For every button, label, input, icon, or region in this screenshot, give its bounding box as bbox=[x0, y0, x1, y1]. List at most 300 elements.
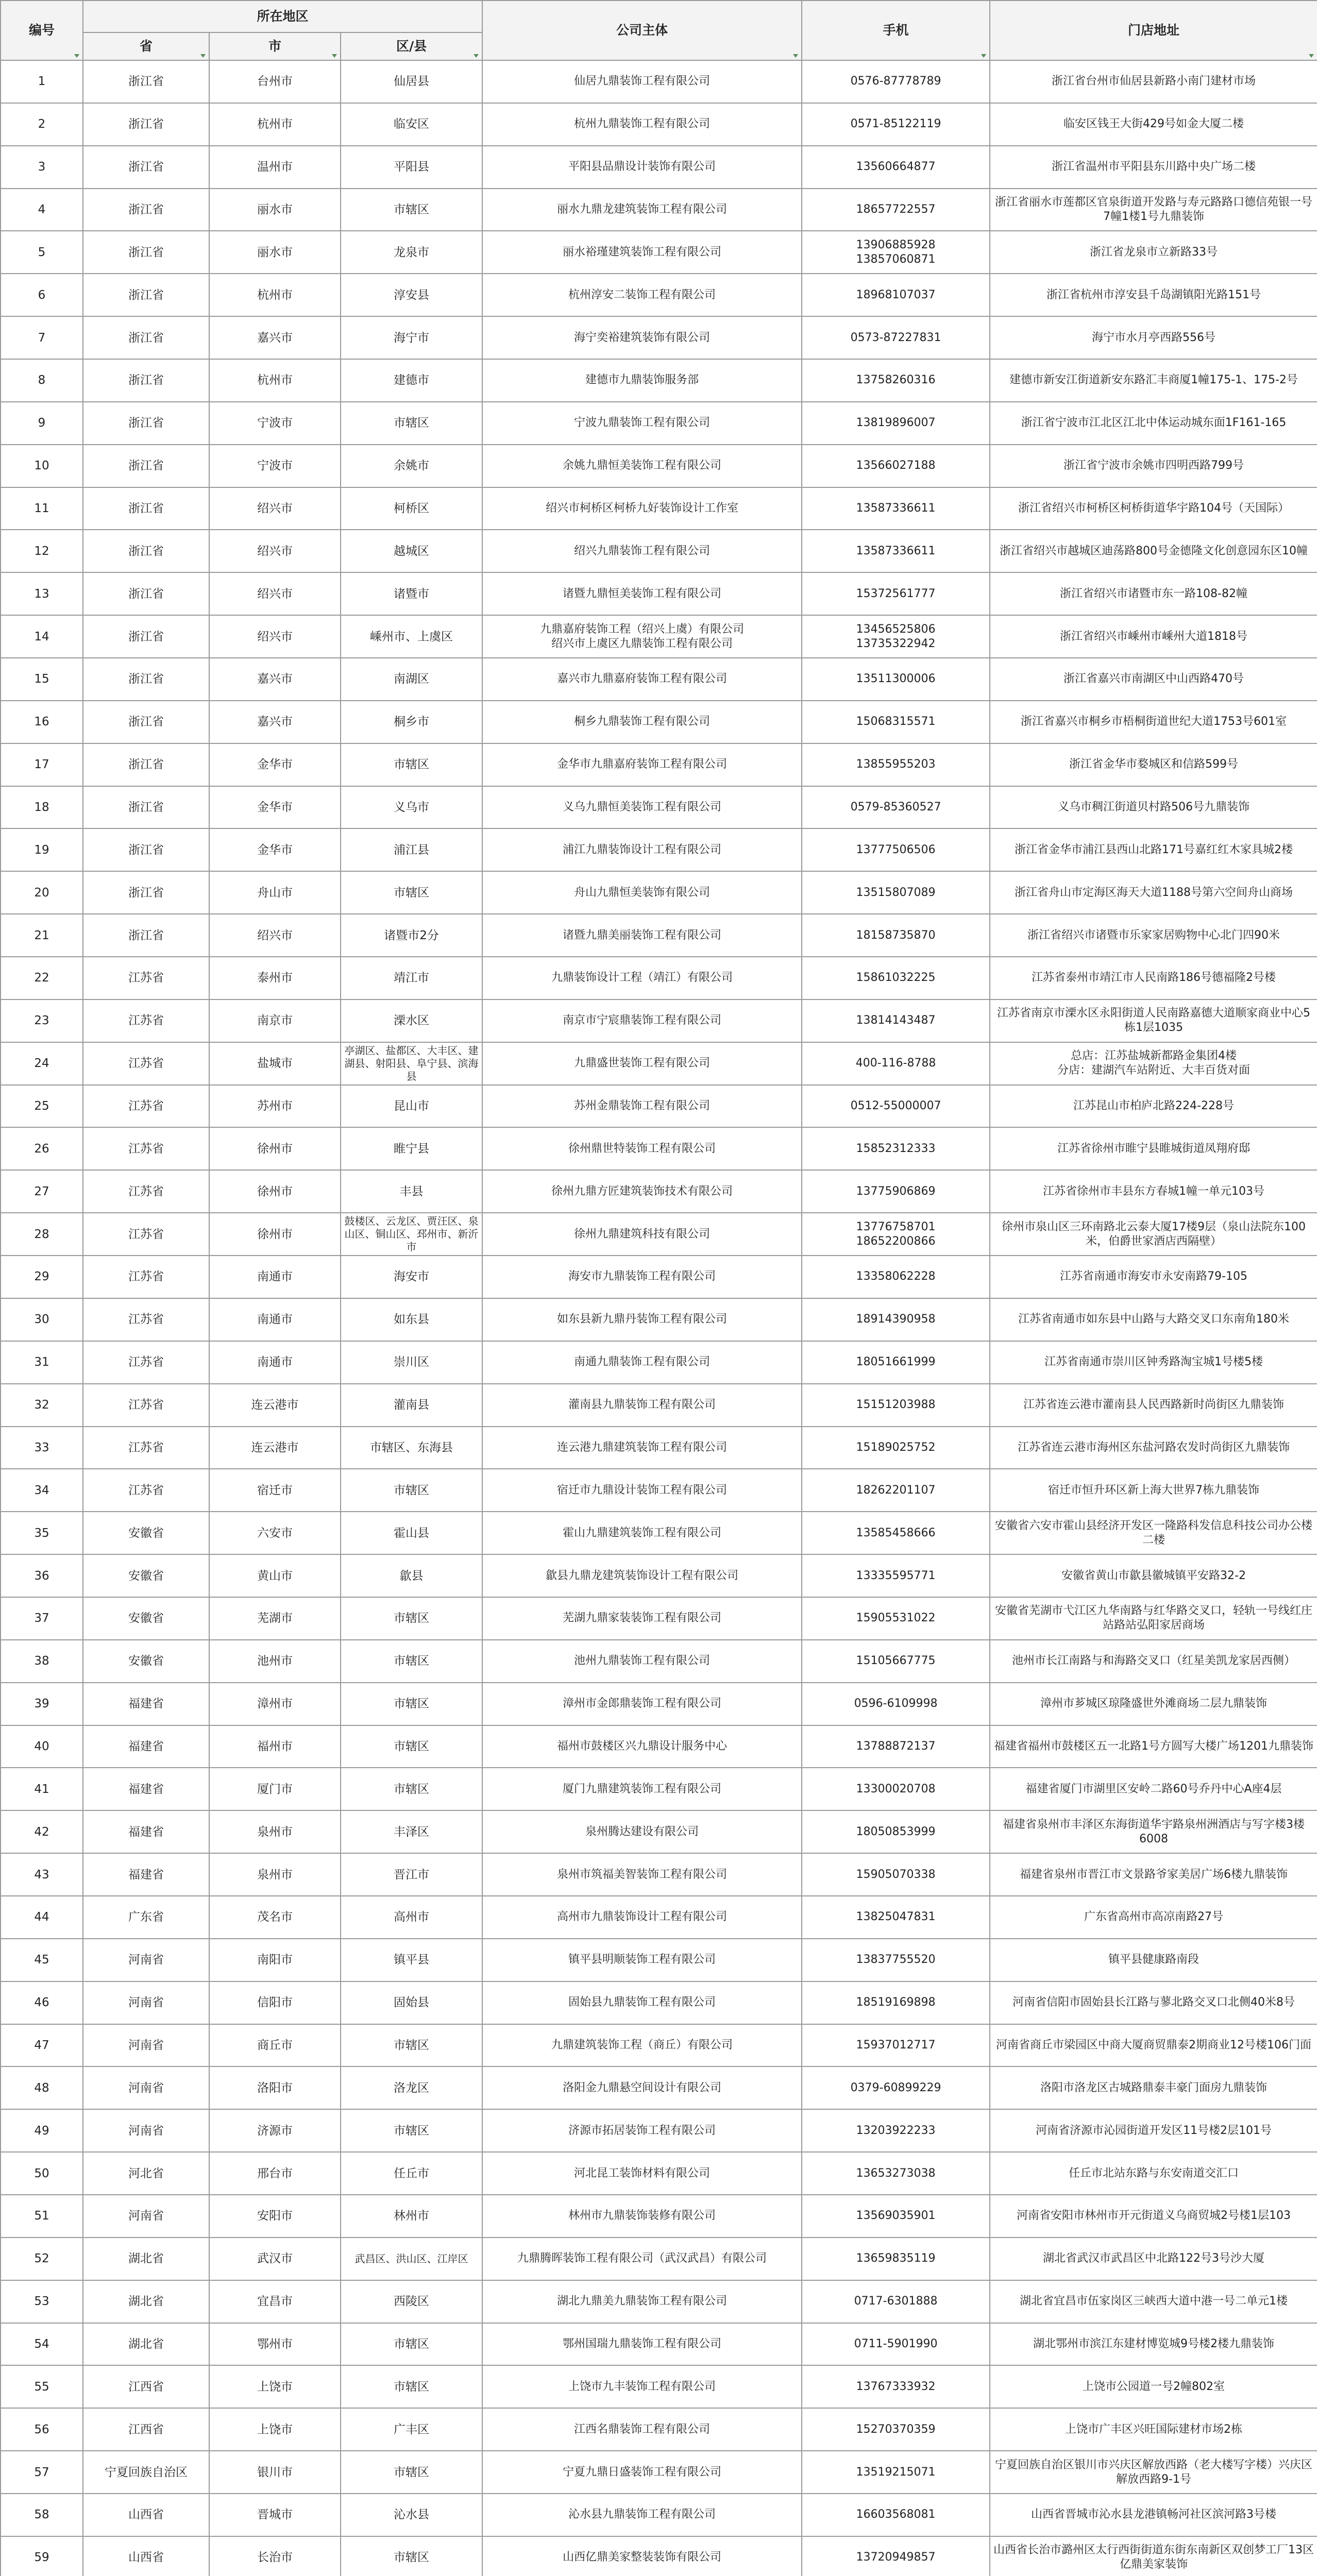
cell-company[interactable]: 九鼎建筑装饰工程（商丘）有限公司 bbox=[482, 2024, 802, 2067]
cell-company[interactable]: 泉州市筑福美智装饰工程有限公司 bbox=[482, 1853, 802, 1896]
cell-city[interactable]: 绍兴市 bbox=[209, 530, 341, 572]
cell-phone[interactable]: 13814143487 bbox=[802, 999, 990, 1042]
cell-address[interactable]: 江苏省连云港市灌南县人民西路新时尚街区九鼎装饰 bbox=[990, 1384, 1317, 1427]
cell-address[interactable]: 任丘市北站东路与东安南道交汇口 bbox=[990, 2152, 1317, 2195]
cell-company[interactable]: 绍兴市柯桥区柯桥九好装饰设计工作室 bbox=[482, 487, 802, 530]
cell-company[interactable]: 池州九鼎装饰工程有限公司 bbox=[482, 1640, 802, 1683]
cell-address[interactable]: 河南省济源市沁园街道开发区11号楼2层101号 bbox=[990, 2109, 1317, 2152]
cell-address[interactable]: 浙江省绍兴市嵊州市嵊州大道1818号 bbox=[990, 615, 1317, 658]
cell-district[interactable]: 林州市 bbox=[341, 2195, 482, 2238]
cell-province[interactable]: 江苏省 bbox=[83, 1042, 209, 1085]
cell-district[interactable]: 西陵区 bbox=[341, 2280, 482, 2323]
cell-company[interactable]: 建德市九鼎装饰服务部 bbox=[482, 359, 802, 402]
cell-address[interactable]: 浙江省绍兴市柯桥区柯桥街道华宇路104号（天国际） bbox=[990, 487, 1317, 530]
cell-district[interactable]: 沁水县 bbox=[341, 2494, 482, 2536]
cell-no[interactable]: 31 bbox=[1, 1341, 83, 1384]
cell-address[interactable]: 浙江省宁波市余姚市四明西路799号 bbox=[990, 445, 1317, 487]
cell-city[interactable]: 杭州市 bbox=[209, 103, 341, 146]
cell-province[interactable]: 浙江省 bbox=[83, 743, 209, 786]
cell-province[interactable]: 江苏省 bbox=[83, 957, 209, 999]
cell-company[interactable]: 连云港九鼎建筑装饰工程有限公司 bbox=[482, 1427, 802, 1469]
cell-phone[interactable]: 13819896007 bbox=[802, 402, 990, 445]
cell-district[interactable]: 临安区 bbox=[341, 103, 482, 146]
cell-company[interactable]: 徐州鼎世特装饰工程有限公司 bbox=[482, 1127, 802, 1170]
cell-province[interactable]: 浙江省 bbox=[83, 103, 209, 146]
cell-address[interactable]: 临安区钱王大街429号如金大厦二楼 bbox=[990, 103, 1317, 146]
cell-city[interactable]: 芜湖市 bbox=[209, 1597, 341, 1640]
filter-arrow-icon[interactable] bbox=[1309, 54, 1314, 58]
cell-address[interactable]: 浙江省绍兴市越城区迪荡路800号金德隆文化创意园东区10幢 bbox=[990, 530, 1317, 572]
cell-no[interactable]: 25 bbox=[1, 1085, 83, 1128]
cell-company[interactable]: 宁波九鼎装饰工程有限公司 bbox=[482, 402, 802, 445]
cell-company[interactable]: 九鼎腾晖装饰工程有限公司（武汉武昌）有限公司 bbox=[482, 2238, 802, 2280]
cell-phone[interactable]: 0576-87778789 bbox=[802, 60, 990, 103]
cell-district[interactable]: 市辖区 bbox=[341, 1597, 482, 1640]
cell-city[interactable]: 信阳市 bbox=[209, 1981, 341, 2024]
cell-phone[interactable]: 13855955203 bbox=[802, 743, 990, 786]
cell-province[interactable]: 浙江省 bbox=[83, 231, 209, 274]
cell-company[interactable]: 芜湖九鼎家装装饰工程有限公司 bbox=[482, 1597, 802, 1640]
cell-province[interactable]: 安徽省 bbox=[83, 1554, 209, 1597]
cell-no[interactable]: 23 bbox=[1, 999, 83, 1042]
cell-phone[interactable]: 13569035901 bbox=[802, 2195, 990, 2238]
cell-address[interactable]: 上饶市广丰区兴旺国际建材市场2栋 bbox=[990, 2408, 1317, 2451]
cell-city[interactable]: 徐州市 bbox=[209, 1170, 341, 1213]
cell-company[interactable]: 灌南县九鼎装饰工程有限公司 bbox=[482, 1384, 802, 1427]
cell-company[interactable]: 杭州九鼎装饰工程有限公司 bbox=[482, 103, 802, 146]
cell-province[interactable]: 浙江省 bbox=[83, 572, 209, 615]
cell-phone[interactable]: 13653273038 bbox=[802, 2152, 990, 2195]
cell-phone[interactable]: 13300020708 bbox=[802, 1768, 990, 1810]
cell-address[interactable]: 山西省晋城市沁水县龙港镇畅河社区滨河路3号楼 bbox=[990, 2494, 1317, 2536]
cell-no[interactable]: 20 bbox=[1, 871, 83, 914]
cell-province[interactable]: 河南省 bbox=[83, 1981, 209, 2024]
cell-company[interactable]: 丽水九鼎龙建筑装饰工程有限公司 bbox=[482, 189, 802, 231]
cell-district[interactable]: 市辖区 bbox=[341, 743, 482, 786]
cell-no[interactable]: 49 bbox=[1, 2109, 83, 2152]
header-city[interactable]: 市 bbox=[209, 32, 341, 60]
cell-no[interactable]: 6 bbox=[1, 274, 83, 316]
cell-phone[interactable]: 18968107037 bbox=[802, 274, 990, 316]
cell-address[interactable]: 江苏省南通市如东县中山路与大路交叉口东南角180米 bbox=[990, 1298, 1317, 1341]
cell-no[interactable]: 56 bbox=[1, 2408, 83, 2451]
cell-city[interactable]: 绍兴市 bbox=[209, 914, 341, 957]
cell-phone[interactable]: 18050853999 bbox=[802, 1810, 990, 1853]
cell-phone[interactable]: 0579-85360527 bbox=[802, 786, 990, 829]
cell-address[interactable]: 江苏昆山市柏庐北路224-228号 bbox=[990, 1085, 1317, 1128]
cell-district[interactable]: 市辖区 bbox=[341, 2451, 482, 2494]
cell-no[interactable]: 17 bbox=[1, 743, 83, 786]
cell-phone[interactable]: 13906885928 13857060871 bbox=[802, 231, 990, 274]
cell-district[interactable]: 淳安县 bbox=[341, 274, 482, 316]
cell-city[interactable]: 绍兴市 bbox=[209, 615, 341, 658]
cell-no[interactable]: 22 bbox=[1, 957, 83, 999]
cell-address[interactable]: 浙江省金华市婺城区和信路599号 bbox=[990, 743, 1317, 786]
cell-city[interactable]: 嘉兴市 bbox=[209, 316, 341, 359]
cell-phone[interactable]: 13776758701 18652200866 bbox=[802, 1213, 990, 1256]
cell-company[interactable]: 河北昆工装饰材料有限公司 bbox=[482, 2152, 802, 2195]
cell-address[interactable]: 浙江省宁波市江北区江北中体运动城东面1F161-165 bbox=[990, 402, 1317, 445]
cell-province[interactable]: 江苏省 bbox=[83, 1085, 209, 1128]
cell-district[interactable]: 睢宁县 bbox=[341, 1127, 482, 1170]
cell-no[interactable]: 58 bbox=[1, 2494, 83, 2536]
cell-city[interactable]: 长治市 bbox=[209, 2536, 341, 2576]
cell-no[interactable]: 54 bbox=[1, 2323, 83, 2366]
cell-city[interactable]: 武汉市 bbox=[209, 2238, 341, 2280]
cell-address[interactable]: 宁夏回族自治区银川市兴庆区解放西路（老大楼写字楼）兴庆区解放西路9-1号 bbox=[990, 2451, 1317, 2494]
cell-district[interactable]: 昆山市 bbox=[341, 1085, 482, 1128]
cell-no[interactable]: 44 bbox=[1, 1896, 83, 1939]
cell-city[interactable]: 嘉兴市 bbox=[209, 658, 341, 701]
cell-district[interactable]: 靖江市 bbox=[341, 957, 482, 999]
cell-company[interactable]: 山西亿鼎美家整装装饰有限公司 bbox=[482, 2536, 802, 2576]
cell-district[interactable]: 市辖区 bbox=[341, 1640, 482, 1683]
cell-no[interactable]: 13 bbox=[1, 572, 83, 615]
cell-no[interactable]: 14 bbox=[1, 615, 83, 658]
cell-company[interactable]: 高州市九鼎装饰设计工程有限公司 bbox=[482, 1896, 802, 1939]
cell-district[interactable]: 市辖区 bbox=[341, 2024, 482, 2067]
cell-province[interactable]: 安徽省 bbox=[83, 1597, 209, 1640]
cell-city[interactable]: 南京市 bbox=[209, 999, 341, 1042]
cell-phone[interactable]: 13560664877 bbox=[802, 146, 990, 189]
cell-district[interactable]: 南湖区 bbox=[341, 658, 482, 701]
cell-phone[interactable]: 13585458666 bbox=[802, 1512, 990, 1554]
cell-province[interactable]: 福建省 bbox=[83, 1768, 209, 1810]
cell-phone[interactable]: 15270370359 bbox=[802, 2408, 990, 2451]
cell-province[interactable]: 浙江省 bbox=[83, 316, 209, 359]
cell-city[interactable]: 温州市 bbox=[209, 146, 341, 189]
cell-no[interactable]: 59 bbox=[1, 2536, 83, 2576]
cell-city[interactable]: 宿迁市 bbox=[209, 1469, 341, 1512]
cell-company[interactable]: 固始县九鼎装饰工程有限公司 bbox=[482, 1981, 802, 2024]
cell-district[interactable]: 诸暨市2分 bbox=[341, 914, 482, 957]
cell-city[interactable]: 泉州市 bbox=[209, 1810, 341, 1853]
cell-company[interactable]: 义乌九鼎恒美装饰工程有限公司 bbox=[482, 786, 802, 829]
cell-province[interactable]: 福建省 bbox=[83, 1683, 209, 1725]
cell-no[interactable]: 52 bbox=[1, 2238, 83, 2280]
cell-district[interactable]: 余姚市 bbox=[341, 445, 482, 487]
cell-province[interactable]: 浙江省 bbox=[83, 146, 209, 189]
cell-district[interactable]: 市辖区 bbox=[341, 1683, 482, 1725]
cell-no[interactable]: 1 bbox=[1, 60, 83, 103]
cell-district[interactable]: 市辖区、东海县 bbox=[341, 1427, 482, 1469]
cell-no[interactable]: 19 bbox=[1, 828, 83, 871]
cell-city[interactable]: 晋城市 bbox=[209, 2494, 341, 2536]
cell-province[interactable]: 浙江省 bbox=[83, 60, 209, 103]
cell-address[interactable]: 浙江省台州市仙居县新路小南门建材市场 bbox=[990, 60, 1317, 103]
header-province[interactable]: 省 bbox=[83, 32, 209, 60]
cell-city[interactable]: 杭州市 bbox=[209, 274, 341, 316]
cell-no[interactable]: 21 bbox=[1, 914, 83, 957]
cell-address[interactable]: 建德市新安江街道新安东路汇丰商厦1幢175-1、175-2号 bbox=[990, 359, 1317, 402]
cell-no[interactable]: 5 bbox=[1, 231, 83, 274]
cell-phone[interactable]: 18657722557 bbox=[802, 189, 990, 231]
cell-province[interactable]: 江苏省 bbox=[83, 1384, 209, 1427]
cell-company[interactable]: 沁水县九鼎装饰工程有限公司 bbox=[482, 2494, 802, 2536]
cell-company[interactable]: 徐州九鼎方匠建筑装饰技术有限公司 bbox=[482, 1170, 802, 1213]
cell-province[interactable]: 浙江省 bbox=[83, 701, 209, 743]
cell-company[interactable]: 宿迁市九鼎设计装饰工程有限公司 bbox=[482, 1469, 802, 1512]
cell-city[interactable]: 商丘市 bbox=[209, 2024, 341, 2067]
cell-city[interactable]: 嘉兴市 bbox=[209, 701, 341, 743]
cell-no[interactable]: 40 bbox=[1, 1725, 83, 1768]
cell-phone[interactable]: 13758260316 bbox=[802, 359, 990, 402]
cell-district[interactable]: 灌南县 bbox=[341, 1384, 482, 1427]
cell-district[interactable]: 柯桥区 bbox=[341, 487, 482, 530]
cell-company[interactable]: 舟山九鼎恒美装饰有限公司 bbox=[482, 871, 802, 914]
cell-district[interactable]: 海宁市 bbox=[341, 316, 482, 359]
cell-province[interactable]: 河南省 bbox=[83, 2024, 209, 2067]
cell-province[interactable]: 浙江省 bbox=[83, 658, 209, 701]
cell-no[interactable]: 45 bbox=[1, 1939, 83, 1981]
cell-phone[interactable]: 0717-6301888 bbox=[802, 2280, 990, 2323]
filter-arrow-icon[interactable] bbox=[793, 54, 798, 58]
cell-phone[interactable]: 18262201107 bbox=[802, 1469, 990, 1512]
cell-address[interactable]: 江苏省泰州市靖江市人民南路186号德福隆2号楼 bbox=[990, 957, 1317, 999]
cell-phone[interactable]: 18519169898 bbox=[802, 1981, 990, 2024]
cell-company[interactable]: 泉州腾达建设有限公司 bbox=[482, 1810, 802, 1853]
cell-province[interactable]: 浙江省 bbox=[83, 189, 209, 231]
cell-district[interactable]: 市辖区 bbox=[341, 2323, 482, 2366]
cell-address[interactable]: 浙江省温州市平阳县东川路中央广场二楼 bbox=[990, 146, 1317, 189]
cell-district[interactable]: 晋江市 bbox=[341, 1853, 482, 1896]
cell-province[interactable]: 宁夏回族自治区 bbox=[83, 2451, 209, 2494]
cell-no[interactable]: 46 bbox=[1, 1981, 83, 2024]
cell-district[interactable]: 市辖区 bbox=[341, 1725, 482, 1768]
cell-province[interactable]: 江西省 bbox=[83, 2408, 209, 2451]
cell-district[interactable]: 丰县 bbox=[341, 1170, 482, 1213]
cell-city[interactable]: 漳州市 bbox=[209, 1683, 341, 1725]
cell-district[interactable]: 如东县 bbox=[341, 1298, 482, 1341]
cell-address[interactable]: 漳州市芗城区琼隆盛世外滩商场二层九鼎装饰 bbox=[990, 1683, 1317, 1725]
cell-no[interactable]: 48 bbox=[1, 2066, 83, 2109]
cell-city[interactable]: 连云港市 bbox=[209, 1427, 341, 1469]
cell-district[interactable]: 仙居县 bbox=[341, 60, 482, 103]
cell-address[interactable]: 江苏省南通市崇川区钟秀路淘宝城1号楼5楼 bbox=[990, 1341, 1317, 1384]
cell-city[interactable]: 上饶市 bbox=[209, 2408, 341, 2451]
cell-city[interactable]: 茂名市 bbox=[209, 1896, 341, 1939]
cell-address[interactable]: 江苏省连云港市海州区东盐河路农发时尚街区九鼎装饰 bbox=[990, 1427, 1317, 1469]
cell-city[interactable]: 绍兴市 bbox=[209, 572, 341, 615]
cell-district[interactable]: 高州市 bbox=[341, 1896, 482, 1939]
cell-district[interactable]: 洛龙区 bbox=[341, 2066, 482, 2109]
cell-phone[interactable]: 15372561777 bbox=[802, 572, 990, 615]
cell-company[interactable]: 丽水裕瑾建筑装饰工程有限公司 bbox=[482, 231, 802, 274]
cell-phone[interactable]: 13587336611 bbox=[802, 487, 990, 530]
cell-province[interactable]: 山西省 bbox=[83, 2494, 209, 2536]
cell-company[interactable]: 金华市九鼎嘉府装饰工程有限公司 bbox=[482, 743, 802, 786]
cell-company[interactable]: 诸暨九鼎恒美装饰工程有限公司 bbox=[482, 572, 802, 615]
filter-arrow-icon[interactable] bbox=[74, 54, 79, 58]
cell-city[interactable]: 邢台市 bbox=[209, 2152, 341, 2195]
cell-no[interactable]: 29 bbox=[1, 1256, 83, 1298]
cell-phone[interactable]: 13788872137 bbox=[802, 1725, 990, 1768]
cell-district[interactable]: 市辖区 bbox=[341, 1768, 482, 1810]
cell-no[interactable]: 4 bbox=[1, 189, 83, 231]
cell-city[interactable]: 鄂州市 bbox=[209, 2323, 341, 2366]
cell-address[interactable]: 浙江省绍兴市诸暨市乐家家居购物中心北门四90米 bbox=[990, 914, 1317, 957]
cell-province[interactable]: 浙江省 bbox=[83, 786, 209, 829]
cell-province[interactable]: 江苏省 bbox=[83, 1256, 209, 1298]
cell-province[interactable]: 福建省 bbox=[83, 1810, 209, 1853]
cell-address[interactable]: 徐州市泉山区三环南路北云泰大厦17楼9层（泉山法院东100米，伯爵世家酒店西隔壁） bbox=[990, 1213, 1317, 1256]
cell-address[interactable]: 浙江省金华市浦江县西山北路171号嘉红红木家具城2楼 bbox=[990, 828, 1317, 871]
cell-phone[interactable]: 18051661999 bbox=[802, 1341, 990, 1384]
cell-no[interactable]: 26 bbox=[1, 1127, 83, 1170]
cell-address[interactable]: 山西省长治市潞州区太行西街街道东街东南新区双创梦工厂13区亿鼎美家装饰 bbox=[990, 2536, 1317, 2576]
cell-company[interactable]: 鄂州国瑞九鼎装饰工程有限公司 bbox=[482, 2323, 802, 2366]
cell-address[interactable]: 洛阳市洛龙区古城路鼎泰丰豪门面房九鼎装饰 bbox=[990, 2066, 1317, 2109]
cell-company[interactable]: 诸暨九鼎美丽装饰工程有限公司 bbox=[482, 914, 802, 957]
cell-no[interactable]: 35 bbox=[1, 1512, 83, 1554]
cell-district[interactable]: 义乌市 bbox=[341, 786, 482, 829]
cell-province[interactable]: 浙江省 bbox=[83, 914, 209, 957]
cell-company[interactable]: 南通九鼎装饰工程有限公司 bbox=[482, 1341, 802, 1384]
cell-district[interactable]: 市辖区 bbox=[341, 402, 482, 445]
cell-district[interactable]: 任丘市 bbox=[341, 2152, 482, 2195]
cell-phone[interactable]: 13720949857 bbox=[802, 2536, 990, 2576]
cell-address[interactable]: 宿迁市恒升环区新上海大世界7栋九鼎装饰 bbox=[990, 1469, 1317, 1512]
cell-city[interactable]: 金华市 bbox=[209, 786, 341, 829]
cell-company[interactable]: 余姚九鼎恒美装饰工程有限公司 bbox=[482, 445, 802, 487]
cell-no[interactable]: 41 bbox=[1, 1768, 83, 1810]
cell-address[interactable]: 安徽省黄山市歙县徽城镇平安路32-2 bbox=[990, 1554, 1317, 1597]
cell-phone[interactable]: 0596-6109998 bbox=[802, 1683, 990, 1725]
header-no[interactable]: 编号 bbox=[1, 1, 83, 60]
cell-district[interactable]: 桐乡市 bbox=[341, 701, 482, 743]
cell-district[interactable]: 溧水区 bbox=[341, 999, 482, 1042]
cell-address[interactable]: 义乌市稠江街道贝村路506号九鼎装饰 bbox=[990, 786, 1317, 829]
cell-no[interactable]: 24 bbox=[1, 1042, 83, 1085]
header-district[interactable]: 区/县 bbox=[341, 32, 482, 60]
cell-company[interactable]: 漳州市金郎鼎装饰工程有限公司 bbox=[482, 1683, 802, 1725]
cell-phone[interactable]: 15068315571 bbox=[802, 701, 990, 743]
cell-phone[interactable]: 400-116-8788 bbox=[802, 1042, 990, 1085]
cell-address[interactable]: 福建省厦门市湖里区安岭二路60号乔丹中心A座4层 bbox=[990, 1768, 1317, 1810]
cell-company[interactable]: 浦江九鼎装饰设计工程有限公司 bbox=[482, 828, 802, 871]
cell-province[interactable]: 湖北省 bbox=[83, 2238, 209, 2280]
cell-phone[interactable]: 13456525806 13735322942 bbox=[802, 615, 990, 658]
cell-no[interactable]: 42 bbox=[1, 1810, 83, 1853]
cell-province[interactable]: 福建省 bbox=[83, 1853, 209, 1896]
cell-city[interactable]: 池州市 bbox=[209, 1640, 341, 1683]
cell-company[interactable]: 济源市拓居装饰工程有限公司 bbox=[482, 2109, 802, 2152]
filter-arrow-icon[interactable] bbox=[200, 54, 206, 58]
cell-district[interactable]: 霍山县 bbox=[341, 1512, 482, 1554]
cell-phone[interactable]: 13659835119 bbox=[802, 2238, 990, 2280]
cell-address[interactable]: 浙江省杭州市淳安县千岛湖镇阳光路151号 bbox=[990, 274, 1317, 316]
cell-province[interactable]: 浙江省 bbox=[83, 445, 209, 487]
cell-company[interactable]: 宁夏九鼎日盛装饰工程有限公司 bbox=[482, 2451, 802, 2494]
cell-district[interactable]: 市辖区 bbox=[341, 1469, 482, 1512]
cell-city[interactable]: 南通市 bbox=[209, 1298, 341, 1341]
cell-address[interactable]: 镇平县健康路南段 bbox=[990, 1939, 1317, 1981]
cell-no[interactable]: 3 bbox=[1, 146, 83, 189]
cell-province[interactable]: 湖北省 bbox=[83, 2323, 209, 2366]
cell-city[interactable]: 泰州市 bbox=[209, 957, 341, 999]
cell-city[interactable]: 宁波市 bbox=[209, 402, 341, 445]
cell-company[interactable]: 嘉兴市九鼎嘉府装饰工程有限公司 bbox=[482, 658, 802, 701]
cell-address[interactable]: 福建省福州市鼓楼区五一北路1号方圆写大楼广场1201九鼎装饰 bbox=[990, 1725, 1317, 1768]
cell-province[interactable]: 河北省 bbox=[83, 2152, 209, 2195]
cell-address[interactable]: 湖北鄂州市滨江东建材博览城9号楼2楼九鼎装饰 bbox=[990, 2323, 1317, 2366]
cell-no[interactable]: 50 bbox=[1, 2152, 83, 2195]
cell-company[interactable]: 九鼎盛世装饰工程有限公司 bbox=[482, 1042, 802, 1085]
cell-city[interactable]: 舟山市 bbox=[209, 871, 341, 914]
cell-city[interactable]: 金华市 bbox=[209, 828, 341, 871]
cell-phone[interactable]: 0573-87227831 bbox=[802, 316, 990, 359]
cell-company[interactable]: 仙居九鼎装饰工程有限公司 bbox=[482, 60, 802, 103]
cell-phone[interactable]: 15905531022 bbox=[802, 1597, 990, 1640]
cell-city[interactable]: 绍兴市 bbox=[209, 487, 341, 530]
cell-no[interactable]: 51 bbox=[1, 2195, 83, 2238]
cell-company[interactable]: 镇平县明顺装饰工程有限公司 bbox=[482, 1939, 802, 1981]
cell-province[interactable]: 浙江省 bbox=[83, 487, 209, 530]
cell-address[interactable]: 福建省泉州市丰泽区东海街道华宇路泉州洲酒店与写字楼3楼6008 bbox=[990, 1810, 1317, 1853]
cell-district[interactable]: 固始县 bbox=[341, 1981, 482, 2024]
cell-phone[interactable]: 0512-55000007 bbox=[802, 1085, 990, 1128]
cell-district[interactable]: 越城区 bbox=[341, 530, 482, 572]
cell-city[interactable]: 台州市 bbox=[209, 60, 341, 103]
cell-company[interactable]: 福州市鼓楼区兴九鼎设计服务中心 bbox=[482, 1725, 802, 1768]
cell-company[interactable]: 上饶市九丰装饰工程有限公司 bbox=[482, 2365, 802, 2408]
cell-province[interactable]: 山西省 bbox=[83, 2536, 209, 2576]
cell-address[interactable]: 江苏省南京市溧水区永阳街道人民南路嘉德大道顺家商业中心5栋1层1035 bbox=[990, 999, 1317, 1042]
cell-district[interactable]: 浦江县 bbox=[341, 828, 482, 871]
cell-province[interactable]: 浙江省 bbox=[83, 871, 209, 914]
cell-address[interactable]: 江苏省南通市海安市永安南路79-105 bbox=[990, 1256, 1317, 1298]
cell-city[interactable]: 金华市 bbox=[209, 743, 341, 786]
cell-company[interactable]: 霍山九鼎建筑装饰工程有限公司 bbox=[482, 1512, 802, 1554]
filter-arrow-icon[interactable] bbox=[981, 54, 986, 58]
cell-city[interactable]: 济源市 bbox=[209, 2109, 341, 2152]
cell-address[interactable]: 上饶市公园道一号2幢802室 bbox=[990, 2365, 1317, 2408]
cell-address[interactable]: 江苏省徐州市睢宁县睢城街道凤翔府邸 bbox=[990, 1127, 1317, 1170]
filter-arrow-icon[interactable] bbox=[474, 54, 479, 58]
cell-city[interactable]: 上饶市 bbox=[209, 2365, 341, 2408]
cell-no[interactable]: 33 bbox=[1, 1427, 83, 1469]
cell-address[interactable]: 河南省信阳市固始县长江路与蓼北路交叉口北侧40米8号 bbox=[990, 1981, 1317, 2024]
cell-company[interactable]: 杭州淳安二装饰工程有限公司 bbox=[482, 274, 802, 316]
cell-address[interactable]: 安徽省六安市霍山县经济开发区一隆路科发信息科技公司办公楼二楼 bbox=[990, 1512, 1317, 1554]
cell-company[interactable]: 南京市宁宸鼎装饰工程有限公司 bbox=[482, 999, 802, 1042]
cell-province[interactable]: 广东省 bbox=[83, 1896, 209, 1939]
cell-phone[interactable]: 13587336611 bbox=[802, 530, 990, 572]
cell-province[interactable]: 江苏省 bbox=[83, 1341, 209, 1384]
cell-province[interactable]: 浙江省 bbox=[83, 359, 209, 402]
cell-no[interactable]: 15 bbox=[1, 658, 83, 701]
cell-province[interactable]: 浙江省 bbox=[83, 828, 209, 871]
cell-phone[interactable]: 13203922233 bbox=[802, 2109, 990, 2152]
cell-address[interactable]: 浙江省嘉兴市桐乡市梧桐街道世纪大道1753号601室 bbox=[990, 701, 1317, 743]
cell-province[interactable]: 河南省 bbox=[83, 2066, 209, 2109]
cell-no[interactable]: 8 bbox=[1, 359, 83, 402]
cell-province[interactable]: 江苏省 bbox=[83, 1298, 209, 1341]
cell-no[interactable]: 30 bbox=[1, 1298, 83, 1341]
cell-district[interactable]: 市辖区 bbox=[341, 871, 482, 914]
cell-province[interactable]: 河南省 bbox=[83, 2109, 209, 2152]
header-address[interactable]: 门店地址 bbox=[990, 1, 1317, 60]
cell-company[interactable]: 歙县九鼎龙建筑装饰设计工程有限公司 bbox=[482, 1554, 802, 1597]
cell-phone[interactable]: 15189025752 bbox=[802, 1427, 990, 1469]
cell-city[interactable]: 丽水市 bbox=[209, 231, 341, 274]
cell-no[interactable]: 38 bbox=[1, 1640, 83, 1683]
cell-phone[interactable]: 18158735870 bbox=[802, 914, 990, 957]
filter-arrow-icon[interactable] bbox=[332, 54, 337, 58]
cell-city[interactable]: 徐州市 bbox=[209, 1213, 341, 1256]
cell-city[interactable]: 南阳市 bbox=[209, 1939, 341, 1981]
cell-phone[interactable]: 13777506506 bbox=[802, 828, 990, 871]
